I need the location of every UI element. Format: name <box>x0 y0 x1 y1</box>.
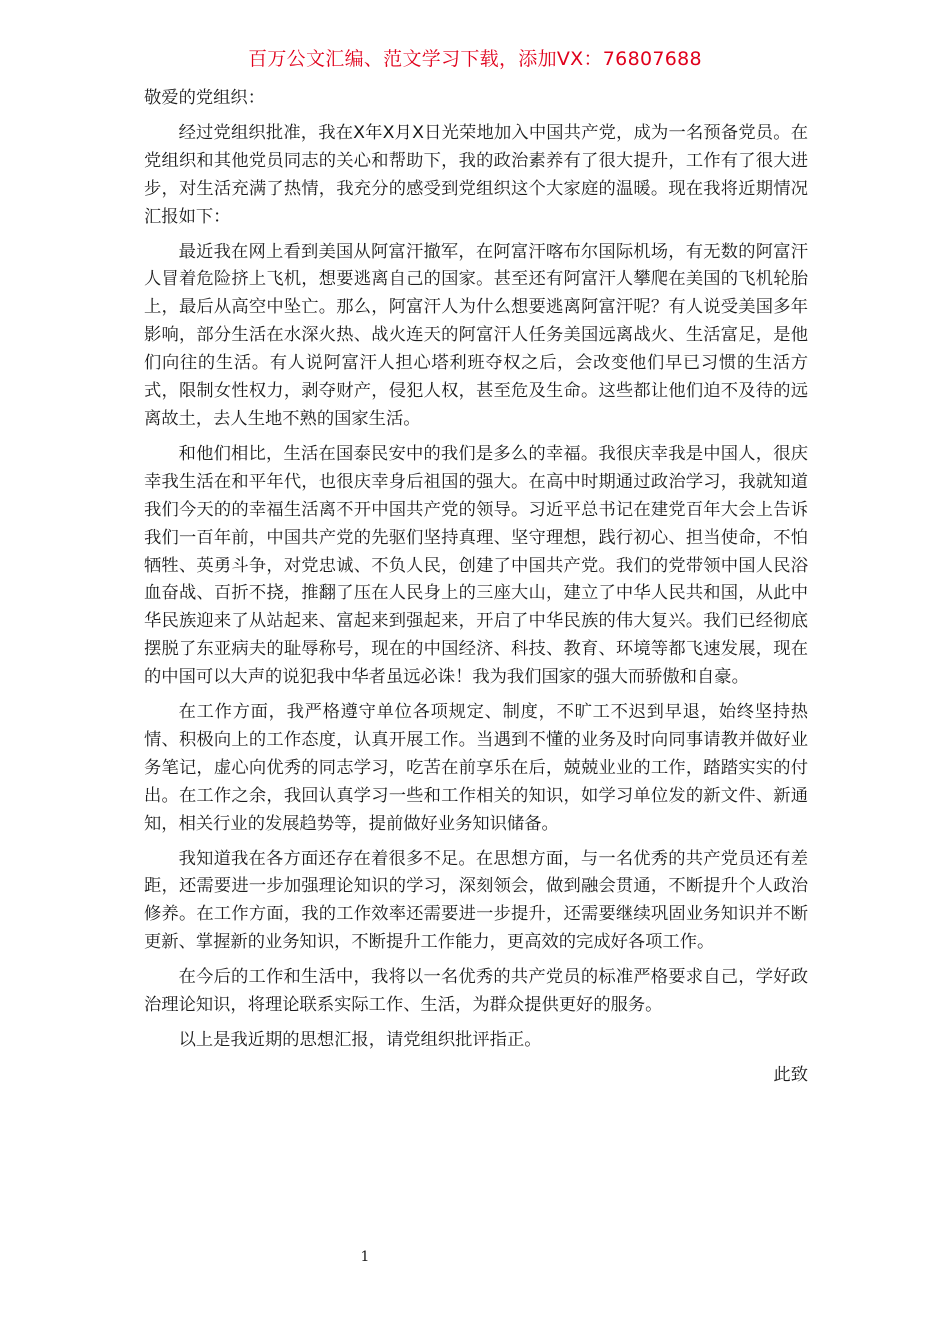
paragraph-shortcomings: 我知道我在各方面还存在着很多不足。在思想方面，与一名优秀的共产党员还有差距，还需要进一步加强理论知识的学习，深刻领会，做到融会贯通，不断提升个人政治修养。在工作方面，我的工作效率还需要进一步提升，还需要继续巩固业务知识并不断更新、掌握新的业务知识，不断提升工作能力，更高效的完成好各项工作。 <box>144 848 808 953</box>
closing: 此致 <box>773 1064 808 1085</box>
paragraph-afghanistan: 最近我在网上看到美国从阿富汗撤军，在阿富汗喀布尔国际机场，有无数的阿富汗人冒着危险挤上飞机，想要逃离自己的国家。甚至还有阿富汗人攀爬在美国的飞机轮胎上，最后从高空中坠亡。那么，阿富汗人为什么想要逃离阿富汗呢？有人说受美国多年影响，部分生活在水深火热、战火连天的阿富汗人任务美国远离战火、生活富足，是他们向往的生活。有人说阿富汗人担心塔利班夺权之后，会改变他们早已习惯的生活方式，限制女性权力，剥夺财产，侵犯人权，甚至危及生命。这些都让他们迫不及待的远离故土，去人生地不熟的国家生活。 <box>144 241 808 429</box>
paragraph-future: 在今后的工作和生活中，我将以一名优秀的共产党员的标准严格要求自己，学好政治理论知识，将理论联系实际工作、生活，为群众提供更好的服务。 <box>144 967 808 1016</box>
paragraph-gratitude: 和他们相比，生活在国泰民安中的我们是多么的幸福。我很庆幸我是中国人，很庆幸我生活在和平年代，也很庆幸身后祖国的强大。在高中时期通过政治学习，我就知道我们今天的的幸福生活离不开中国共产党的领导。习近平总书记在建党百年大会上告诉我们一百年前，中国共产党的先驱们坚持真理、坚守理想，践行初心、担当使命，不怕牺牲、英勇斗争，对党忠诚、不负人民，创建了中国共产党。我们的党带领中国人民浴血奋战、百折不挠，推翻了压在人民身上的三座大山，建立了中华人民共和国，从此中华民族迎来了从站起来、富起来到强起来，开启了中华民族的伟大复兴。我们已经彻底摆脱了东亚病夫的耻辱称号，现在的中国经济、科技、教育、环境等都飞速发展，现在的中国可以大声的说犯我中华者虽远必诛！我为我们国家的强大而骄傲和自豪。 <box>144 443 808 688</box>
page-number: 1 <box>360 1249 370 1265</box>
letter-body <box>144 85 808 1090</box>
paragraph-conclusion: 以上是我近期的思想汇报，请党组织批评指正。 <box>178 1030 542 1050</box>
paragraph-work: 在工作方面，我严格遵守单位各项规定、制度，不旷工不迟到早退，始终坚持热情、积极向上的工作态度，认真开展工作。当遇到不懂的业务及时向同事请教并做好业务笔记，虚心向优秀的同志学习，吃苦在前享乐在后，兢兢业业的工作，踏踏实实的付出。在工作之余，我回认真学习一些和工作相关的知识，如学习单位发的新文件、新通知，相关行业的发展趋势等，提前做好业务知识储备。 <box>144 702 808 834</box>
paragraph-intro: 经过党组织批准，我在X年X月X日光荣地加入中国共产党，成为一名预备党员。在党组织和其他党员同志的关心和帮助下，我的政治素养有了很大提升，工作有了很大进步，对生活充满了热情，我充分的感受到党组织这个大家庭的温暖。现在我将近期情况汇报如下： <box>144 122 808 227</box>
header-banner: 百万公文汇编、范文学习下载，添加VX：76807688 <box>248 48 702 70</box>
salutation: 敬爱的党组织： <box>144 88 265 108</box>
